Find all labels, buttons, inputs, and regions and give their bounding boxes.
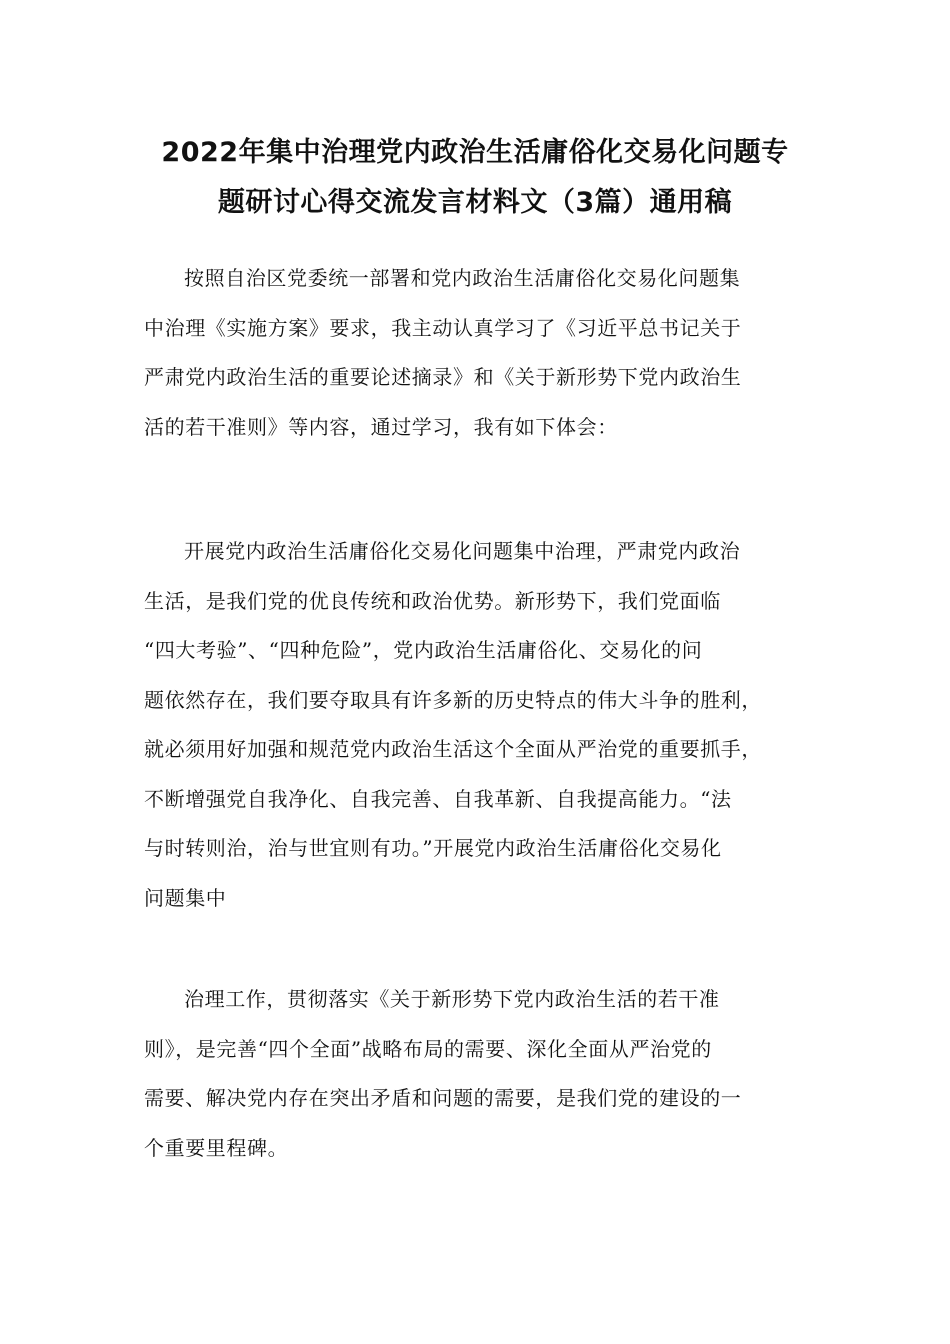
paragraph-line: 问题集中 — [144, 885, 227, 910]
paragraph-line: 就必须用好加强和规范党内政治生活这个全面从严治党的重要抓手， — [144, 737, 762, 761]
paragraph-second — [144, 527, 824, 923]
paragraph-line: 不断增强党自我净化、自我完善、自我革新、自我提高能力。“法 — [144, 786, 732, 811]
paragraph-line: 与时转则治，治与世宜则有功。”开展党内政治生活庸俗化交易化 — [144, 836, 722, 860]
paragraph-line: 则》，是完善“四个全面”战略布局的需要、深化全面从严治党的 — [144, 1036, 712, 1061]
paragraph-line: 生活，是我们党的优良传统和政治优势。新形势下，我们党面临 — [144, 588, 721, 613]
paragraph-line: 治理工作，贯彻落实《关于新形势下党内政治生活的若干准 — [184, 987, 720, 1011]
paragraph-line: 需要、解决党内存在突出矛盾和问题的需要，是我们党的建设的一 — [144, 1086, 742, 1110]
paragraph-third — [144, 975, 824, 1173]
paragraph-line: 按照自治区党委统一部署和党内政治生活庸俗化交易化问题集 — [184, 266, 741, 290]
paragraph-intro — [144, 254, 824, 452]
paragraph-line: 开展党内政治生活庸俗化交易化问题集中治理，严肃党内政治 — [184, 539, 741, 563]
document-title — [140, 128, 810, 228]
paragraph-line: 题依然存在，我们要夺取具有许多新的历史特点的伟大斗争的胜利， — [144, 687, 762, 712]
paragraph-line: 严肃党内政治生活的重要论述摘录》和《关于新形势下党内政治生 — [144, 365, 742, 389]
paragraph-line: 中治理《实施方案》要求，我主动认真学习了《习近平总书记关于 — [144, 315, 742, 340]
title-line: 题研讨心得交流发言材料文（3篇）通用稿 — [217, 187, 733, 218]
title-line: 2022年集中治理党内政治生活庸俗化交易化问题专 — [161, 137, 789, 168]
paragraph-line: 个重要里程碑。 — [144, 1135, 289, 1160]
paragraph-line: 活的若干准则》等内容，通过学习，我有如下体会： — [144, 414, 618, 439]
paragraph-line: “四大考验”、“四种危险”，党内政治生活庸俗化、交易化的问 — [144, 638, 703, 662]
